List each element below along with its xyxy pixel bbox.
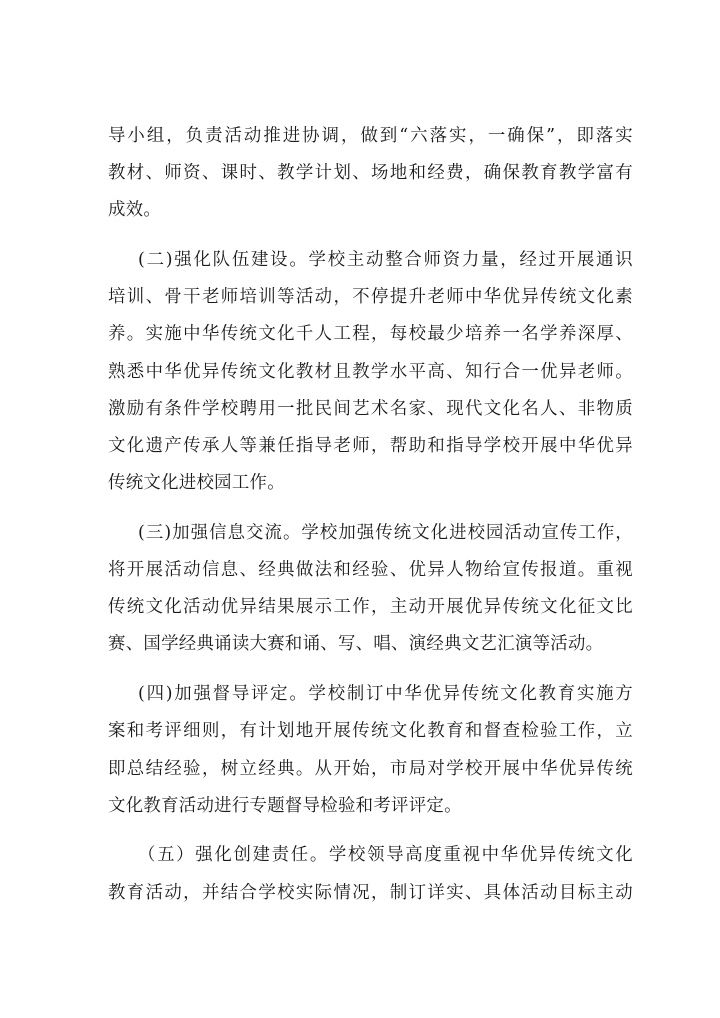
paragraph-team-building bbox=[108, 242, 633, 502]
text-line: 文化遗产传承人等兼任指导老师，帮助和指导学校开展中华优异 bbox=[108, 436, 633, 456]
paragraph-continuation bbox=[108, 118, 633, 230]
paragraph-supervision bbox=[108, 676, 633, 825]
text-line: 赛、国学经典诵读大赛和诵、写、唱、演经典文艺汇演等活动。 bbox=[108, 634, 604, 655]
text-line: 文化教育活动进行专题督导检验和考评评定。 bbox=[108, 795, 462, 816]
paragraph-responsibility bbox=[108, 837, 633, 911]
text-line: 传统文化活动优异结果展示工作，主动开展优异传统文化征文比 bbox=[108, 597, 633, 618]
text-line: 将开展活动信息、经典做法和经验、优异人物给宣传报道。重视 bbox=[108, 560, 633, 581]
text-line: 教材、师资、课时、教学计划、场地和经费，确保教育教学富有 bbox=[108, 163, 633, 184]
text-line: （五）强化创建责任。学校领导高度重视中华优异传统文化 bbox=[138, 845, 633, 866]
text-line: 养。实施中华传统文化千人工程，每校最少培养一名学养深厚、 bbox=[108, 324, 633, 345]
text-line: 培训、骨干老师培训等活动，不停提升老师中华优异传统文化素 bbox=[108, 287, 633, 308]
text-line: 熟悉中华优异传统文化教材且教学水平高、知行合一优异老师。 bbox=[108, 361, 633, 382]
text-line: 即总结经验，树立经典。从开始，市局对学校开展中华优异传统 bbox=[108, 758, 633, 779]
text-line: 教育活动，并结合学校实际情况，制订详实、具体活动目标主动 bbox=[108, 882, 633, 903]
text-line: 成效。 bbox=[108, 200, 162, 221]
text-line: 案和考评细则，有计划地开展传统文化教育和督查检验工作，立 bbox=[108, 721, 633, 742]
text-line: (三)加强信息交流。学校加强传统文化进校园活动宣传工作， bbox=[138, 522, 633, 543]
document-body bbox=[108, 118, 633, 912]
text-line: 激励有条件学校聘用一批民间艺术名家、现代文化名人、非物质 bbox=[108, 398, 633, 419]
text-line: 传统文化进校园工作。 bbox=[108, 473, 285, 494]
text-line: (二)强化队伍建设。学校主动整合师资力量，经过开展通识 bbox=[138, 250, 633, 271]
paragraph-information-exchange bbox=[108, 515, 633, 664]
text-line: 导小组，负责活动推进协调，做到“六落实，一确保”，即落实 bbox=[108, 126, 633, 146]
text-line: (四)加强督导评定。学校制订中华优异传统文化教育实施方 bbox=[138, 684, 633, 705]
